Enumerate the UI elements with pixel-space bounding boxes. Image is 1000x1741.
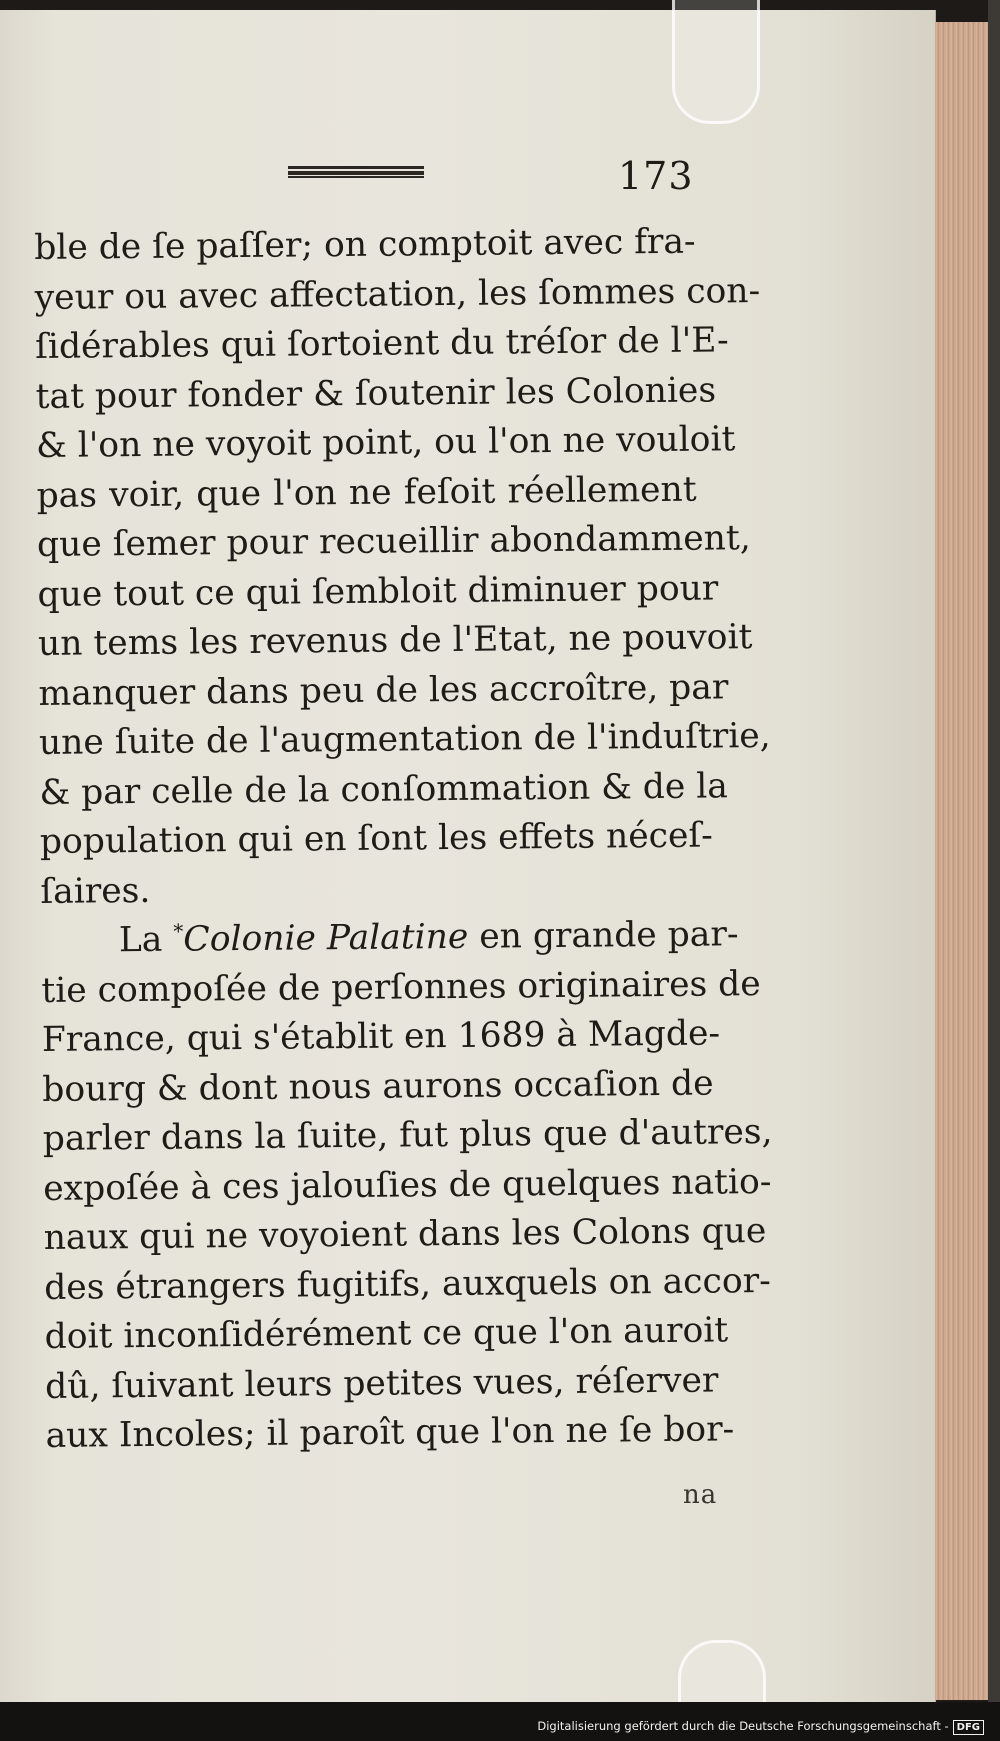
text-line: expoſée à ces jalouſies de quelques natio-	[43, 1161, 772, 1209]
text-block	[34, 218, 773, 1462]
page-edges	[935, 22, 993, 1700]
text-line: ſaires.	[40, 870, 151, 912]
text-line: yeur ou avec affectation, les ſommes con-	[34, 270, 761, 318]
text-line: dû, ſuivant leurs petites vues, réſerver	[44, 1359, 719, 1407]
credit-text: Digitalisierung gefördert durch die Deutsche Forschungsgemeinschaft -	[537, 1719, 949, 1733]
text-line: tat pour fonder & ſoutenir les Colonies	[35, 369, 717, 417]
text-line: pas voir, que l'on ne feſoit réellement	[36, 469, 697, 516]
text-line: naux qui ne voyoient dans les Colons que	[43, 1211, 767, 1258]
text-line: aux Incoles; il paroît que l'on ne ſe bor-	[45, 1409, 735, 1456]
text-line: ble de ſe paſſer; on comptoit avec fra-	[34, 221, 696, 268]
text-line: une ſuite de l'augmentation de l'induſtrie,	[38, 715, 771, 763]
digitization-credit	[537, 1719, 984, 1735]
text-line: population qui en ſont les effets néceſ-	[39, 815, 714, 862]
page-number: 173	[618, 154, 694, 198]
text-line: des étrangers fugitifs, auxquels on accor-	[44, 1260, 771, 1308]
text-line: que tout ce qui ſembloit diminuer pour	[37, 567, 719, 615]
text-line: bourg & dont nous aurons occaſion de	[42, 1063, 714, 1110]
text-line: parler dans la ſuite, fut plus que d'autres,	[42, 1111, 773, 1159]
paragraph-start: La	[118, 919, 163, 961]
page-clip-top	[672, 0, 760, 124]
text-line: ſidérables qui ſortoient du tréſor de l'E-	[34, 320, 729, 367]
text-line: que ſemer pour recueillir abondamment,	[36, 518, 751, 565]
catchword: na	[683, 1480, 718, 1510]
header-rule	[288, 166, 424, 178]
footnote-mark: *	[173, 919, 184, 944]
text-line: un tems les revenus de l'Etat, ne pouvoit	[37, 617, 753, 664]
dfg-logo: DFG	[953, 1720, 984, 1735]
text-line: & par celle de la conſommation & de la	[39, 765, 729, 813]
book-cover-edge	[988, 0, 1000, 1741]
text-line: manquer dans peu de les accroître, par	[38, 666, 729, 714]
text-fragment: en grande par-	[479, 914, 739, 957]
text-line: France, qui s'établit en 1689 à Magde-	[41, 1013, 721, 1060]
text-line: & l'on ne voyoit point, ou l'on ne vouloit	[35, 419, 736, 466]
paragraph-first-line	[41, 911, 739, 967]
text-line: doit inconſidérément ce que l'on auroit	[44, 1310, 729, 1357]
text-line: tie compoſée de perſonnes originaires de	[41, 963, 761, 1011]
italic-title: Colonie Palatine	[183, 916, 469, 960]
